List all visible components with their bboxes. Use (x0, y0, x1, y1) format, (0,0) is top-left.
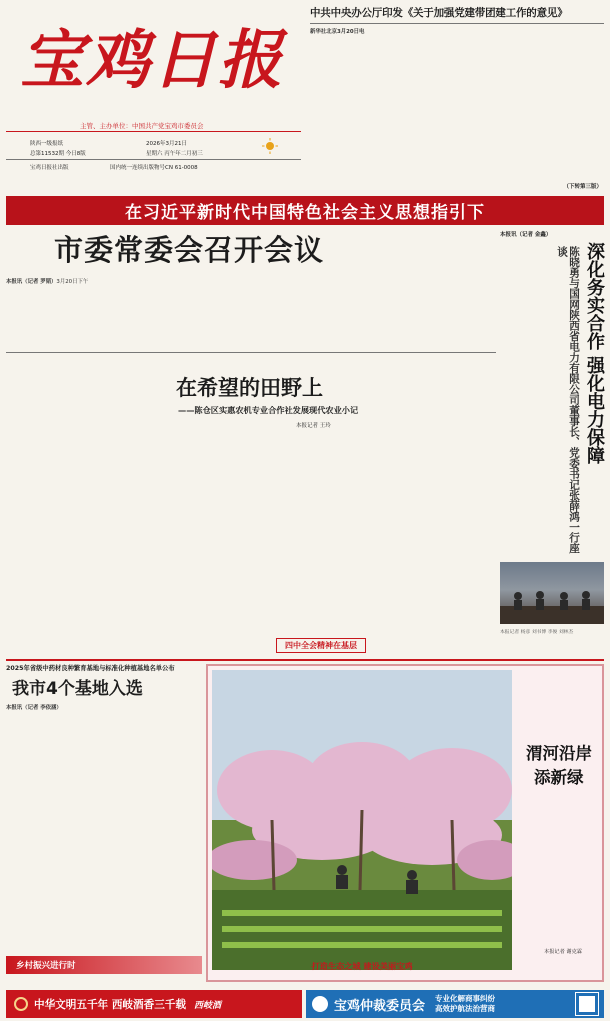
masthead-slogan: 主管、主办单位：中国共产党宝鸡市委员会 (80, 122, 204, 130)
footer-left-brand: 西岐酒 (194, 1000, 222, 1011)
arbitration-logo-icon (312, 996, 328, 1012)
photo-story-credit: 本报记者 谢克霖 (544, 949, 582, 955)
photo-story-headline-2: 添新绿 (534, 768, 584, 787)
feature-column-tag: 四中全会精神在基层 (276, 638, 366, 653)
side-headline-main: 深化务实合作 强化电力保障 (584, 242, 605, 465)
base-column-tag-label: 乡村振兴进行时 (16, 961, 76, 971)
footer-left-text: 中华文明五千年 西岐酒香三千载 (34, 998, 186, 1011)
base-story (6, 664, 202, 982)
lunar-date: 星期六 丙午年二月初三 (146, 151, 203, 157)
top-story-continued: （下转第三版） (563, 184, 602, 190)
base-column-tag (6, 956, 202, 974)
footer-right-slogan (435, 994, 495, 1014)
photo-story-headline-1: 渭河沿岸 (526, 744, 592, 763)
photo-story-body (520, 796, 600, 936)
lead-dateline: 3月20日下午 (56, 279, 89, 285)
top-story (310, 6, 604, 192)
publisher: 宝鸡日报社出版 (30, 165, 69, 171)
footer-right-title: 宝鸡仲裁委员会 (334, 998, 426, 1014)
base-kicker: 2025年省级中药材良种繁育基地与标准化种植基地名单公布 (6, 665, 175, 672)
photo-story (206, 664, 604, 982)
lead-body-col3 (222, 278, 324, 350)
base-headline: 我市4个基地入选 (12, 679, 143, 699)
lead-body-col4 (330, 278, 410, 350)
side-body (500, 240, 552, 560)
lead-body-col5 (416, 278, 496, 350)
qr-code-icon (576, 993, 598, 1015)
photo-story-image (212, 670, 512, 970)
photo-caption-text: 打造生态之城 建设美丽宝鸡 (311, 960, 413, 971)
lead-headline: 市委常委会召开会议 (54, 233, 325, 267)
lead-story (6, 230, 496, 350)
top-story-body-col3 (510, 28, 604, 186)
feature-byline: 本报记者 王玲 (296, 423, 331, 429)
top-story-dateline: 新华社北京3月20日电 (310, 29, 365, 35)
lead-byline: 本报讯（记者 罗韬） (6, 279, 57, 285)
side-headline-sub: 陈晓勇与国网陕西省电力有限公司董事长、党委书记张薛鸿一行座谈 (556, 246, 580, 554)
base-body-col1 (6, 704, 68, 954)
feature-body-col4 (222, 434, 322, 650)
lead-body-col2 (114, 278, 216, 350)
feature-story (6, 358, 496, 658)
side-photo (500, 562, 604, 624)
feature-body-col5 (330, 434, 410, 650)
footer-right-line2: 高效护航法治营商 (435, 1004, 496, 1013)
photo-story-caption (212, 958, 512, 974)
lead-body-col1 (6, 278, 108, 350)
banner-text: 在习近平新时代中国特色社会主义思想指引下 (125, 203, 485, 223)
side-story (500, 230, 604, 656)
feature-headline: 在希望的田野上 (176, 375, 323, 400)
headline-banner (6, 196, 604, 225)
footer-ad-right[interactable] (306, 990, 604, 1018)
base-body-col3 (138, 704, 200, 954)
base-body-col2 (72, 704, 134, 954)
feature-body-col3 (114, 434, 214, 650)
feature-body-col6 (416, 434, 496, 650)
issue-number: 总第11532期 今日8版 (30, 151, 86, 157)
seal-icon (14, 997, 28, 1011)
side-photo-credit: 本报记者 杨彦 刘书博 李俊 刘林杰 (500, 630, 574, 635)
cn-code: 国内统一连续出版物号CN 61-0008 (110, 165, 198, 171)
publish-date: 2026年3月21日 (146, 141, 187, 147)
newspaper-logo: 宝鸡日报 (20, 23, 284, 98)
footer-right-line1: 专业化解商事纠纷 (435, 994, 496, 1003)
top-story-headline: 中共中央办公厅印发《关于加强党建带团建工作的意见》 (310, 7, 568, 19)
base-byline: 本报讯（记者 李依涵） (6, 705, 62, 711)
top-story-body-col1 (310, 28, 404, 186)
masthead (0, 0, 305, 193)
footer-ad-left[interactable] (6, 990, 302, 1018)
edition-label: 陕西一级报纸 (30, 141, 64, 147)
sun-icon (262, 138, 278, 154)
side-byline: 本报讯（记者 金鑫） (500, 232, 552, 238)
feature-subhead: ——陈仓区实惠农机专业合作社发展现代农业小记 (178, 405, 359, 415)
feature-body-col2 (6, 470, 106, 650)
top-story-body-col2 (410, 28, 504, 186)
